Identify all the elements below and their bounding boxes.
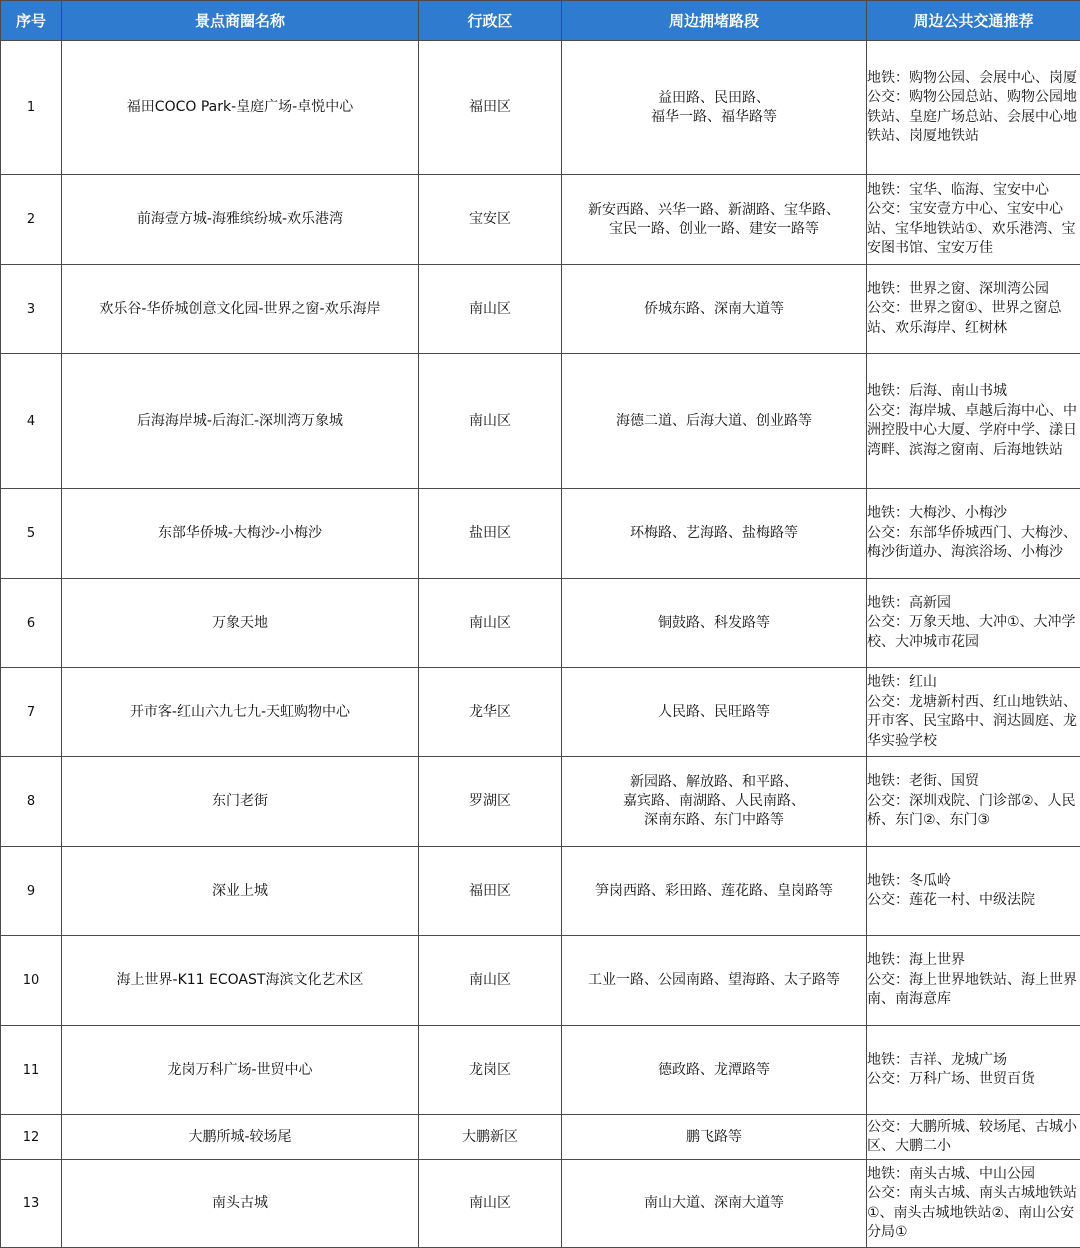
header-name: 景点商圈名称: [62, 1, 419, 41]
congested-roads: 人民路、民旺路等: [562, 668, 867, 757]
attraction-name: 欢乐谷-华侨城创意文化园-世界之窗-欢乐海岸: [62, 265, 419, 354]
attraction-name: 后海海岸城-后海汇-深圳湾万象城: [62, 354, 419, 489]
metro-info: 地铁：吉祥、龙城广场: [867, 1051, 1080, 1071]
congested-roads: 鹏飞路等: [562, 1115, 867, 1160]
district: 福田区: [419, 41, 562, 175]
congested-roads: 德政路、龙潭路等: [562, 1026, 867, 1115]
attraction-name: 开市客-红山六九七九-天虹购物中心: [62, 668, 419, 757]
bus-info: 公交：莲花一村、中级法院: [867, 891, 1080, 911]
congested-roads: 笋岗西路、彩田路、莲花路、皇岗路等: [562, 847, 867, 936]
attraction-name: 前海壹方城-海雅缤纷城-欢乐港湾: [62, 175, 419, 265]
congested-roads: 侨城东路、深南大道等: [562, 265, 867, 354]
transit-cell: [867, 489, 1080, 579]
attraction-name: 东部华侨城-大梅沙-小梅沙: [62, 489, 419, 579]
header-transit: 周边公共交通推荐: [867, 1, 1080, 41]
bus-info: 公交：海岸城、卓越后海中心、中洲控股中心大厦、学府中学、漾日湾畔、滨海之窗南、后海地铁站: [867, 402, 1080, 461]
attraction-name: 深业上城: [62, 847, 419, 936]
metro-info: 地铁：购物公园、会展中心、岗厦: [867, 69, 1080, 89]
transit-cell: [867, 1026, 1080, 1115]
attraction-name: 龙岗万科广场-世贸中心: [62, 1026, 419, 1115]
district: 福田区: [419, 847, 562, 936]
bus-info: 公交：海上世界地铁站、海上世界南、南海意库: [867, 971, 1080, 1010]
metro-info: 地铁：宝华、临海、宝安中心: [867, 181, 1080, 201]
table-row: [1, 175, 1080, 265]
metro-info: 地铁：大梅沙、小梅沙: [867, 504, 1080, 524]
transit-cell: [867, 757, 1080, 847]
table-row: [1, 41, 1080, 175]
congested-roads: 工业一路、公园南路、望海路、太子路等: [562, 936, 867, 1026]
metro-info: 地铁：红山: [867, 673, 1080, 693]
congested-roads: 新园路、解放路、和平路、 嘉宾路、南湖路、人民南路、 深南东路、东门中路等: [562, 757, 867, 847]
attraction-name: 万象天地: [62, 579, 419, 668]
table-row: [1, 847, 1080, 936]
bus-info: 公交：深圳戏院、门诊部②、人民桥、东门②、东门③: [867, 792, 1080, 831]
district: 南山区: [419, 936, 562, 1026]
transit-cell: [867, 1160, 1080, 1248]
row-number: 1: [1, 41, 62, 175]
bus-info: 公交：万科广场、世贸百货: [867, 1070, 1080, 1090]
district: 南山区: [419, 354, 562, 489]
district: 南山区: [419, 579, 562, 668]
district: 南山区: [419, 1160, 562, 1248]
row-number: 5: [1, 489, 62, 579]
transit-cell: [867, 175, 1080, 265]
row-number: 11: [1, 1026, 62, 1115]
table-row: [1, 265, 1080, 354]
bus-info: 公交：龙塘新村西、红山地铁站、开市客、民宝路中、润达圆庭、龙华实验学校: [867, 693, 1080, 752]
district: 龙华区: [419, 668, 562, 757]
transit-cell: [867, 354, 1080, 489]
district: 盐田区: [419, 489, 562, 579]
header-roads: 周边拥堵路段: [562, 1, 867, 41]
congested-roads: 南山大道、深南大道等: [562, 1160, 867, 1248]
transit-cell: [867, 936, 1080, 1026]
row-number: 10: [1, 936, 62, 1026]
header-row: [1, 1, 1080, 41]
metro-info: 地铁：冬瓜岭: [867, 872, 1080, 892]
bus-info: 公交：东部华侨城西门、大梅沙、梅沙街道办、海滨浴场、小梅沙: [867, 524, 1080, 563]
congested-roads: 海德二道、后海大道、创业路等: [562, 354, 867, 489]
attraction-name: 东门老街: [62, 757, 419, 847]
row-number: 2: [1, 175, 62, 265]
transit-cell: [867, 847, 1080, 936]
attraction-name: 海上世界-K11 ECOAST海滨文化艺术区: [62, 936, 419, 1026]
metro-info: 地铁：南头古城、中山公园: [867, 1165, 1080, 1185]
header-district: 行政区: [419, 1, 562, 41]
table-row: [1, 936, 1080, 1026]
row-number: 4: [1, 354, 62, 489]
bus-info: 公交：南头古城、南头古城地铁站①、南头古城地铁站②、南山公安分局①: [867, 1184, 1080, 1243]
transit-cell: [867, 579, 1080, 668]
metro-info: 地铁：海上世界: [867, 951, 1080, 971]
transit-cell: [867, 41, 1080, 175]
attraction-name: 南头古城: [62, 1160, 419, 1248]
header-no: 序号: [1, 1, 62, 41]
table-row: [1, 668, 1080, 757]
table-row: [1, 354, 1080, 489]
row-number: 7: [1, 668, 62, 757]
table-row: [1, 579, 1080, 668]
row-number: 8: [1, 757, 62, 847]
congested-roads: 环梅路、艺海路、盐梅路等: [562, 489, 867, 579]
bus-info: 公交：世界之窗①、世界之窗总站、欢乐海岸、红树林: [867, 299, 1080, 338]
district: 大鹏新区: [419, 1115, 562, 1160]
bus-info: 公交：万象天地、大冲①、大冲学校、大冲城市花园: [867, 613, 1080, 652]
bus-info: 公交：宝安壹方中心、宝安中心站、宝华地铁站①、欢乐港湾、宝安图书馆、宝安万佳: [867, 200, 1080, 259]
attraction-name: 福田COCO Park-皇庭广场-卓悦中心: [62, 41, 419, 175]
district: 罗湖区: [419, 757, 562, 847]
table-row: [1, 489, 1080, 579]
table-row: [1, 1115, 1080, 1160]
table-row: [1, 1160, 1080, 1248]
row-number: 9: [1, 847, 62, 936]
row-number: 12: [1, 1115, 62, 1160]
row-number: 6: [1, 579, 62, 668]
attraction-name: 大鹏所城-较场尾: [62, 1115, 419, 1160]
row-number: 13: [1, 1160, 62, 1248]
congested-roads: 铜鼓路、科发路等: [562, 579, 867, 668]
transit-cell: [867, 668, 1080, 757]
district: 南山区: [419, 265, 562, 354]
metro-info: 地铁：老街、国贸: [867, 772, 1080, 792]
metro-info: 地铁：高新园: [867, 594, 1080, 614]
congested-roads: 新安西路、兴华一路、新湖路、宝华路、 宝民一路、创业一路、建安一路等: [562, 175, 867, 265]
table-row: [1, 1026, 1080, 1115]
congested-roads: 益田路、民田路、 福华一路、福华路等: [562, 41, 867, 175]
metro-info: 地铁：后海、南山书城: [867, 382, 1080, 402]
table-row: [1, 757, 1080, 847]
district: 龙岗区: [419, 1026, 562, 1115]
bus-info: 公交：购物公园总站、购物公园地铁站、皇庭广场总站、会展中心地铁站、岗厦地铁站: [867, 88, 1080, 147]
district: 宝安区: [419, 175, 562, 265]
transit-cell: [867, 1115, 1080, 1160]
metro-info: 地铁：世界之窗、深圳湾公园: [867, 280, 1080, 300]
row-number: 3: [1, 265, 62, 354]
bus-info: 公交：大鹏所城、较场尾、古城小区、大鹏二小: [867, 1118, 1080, 1157]
transit-cell: [867, 265, 1080, 354]
